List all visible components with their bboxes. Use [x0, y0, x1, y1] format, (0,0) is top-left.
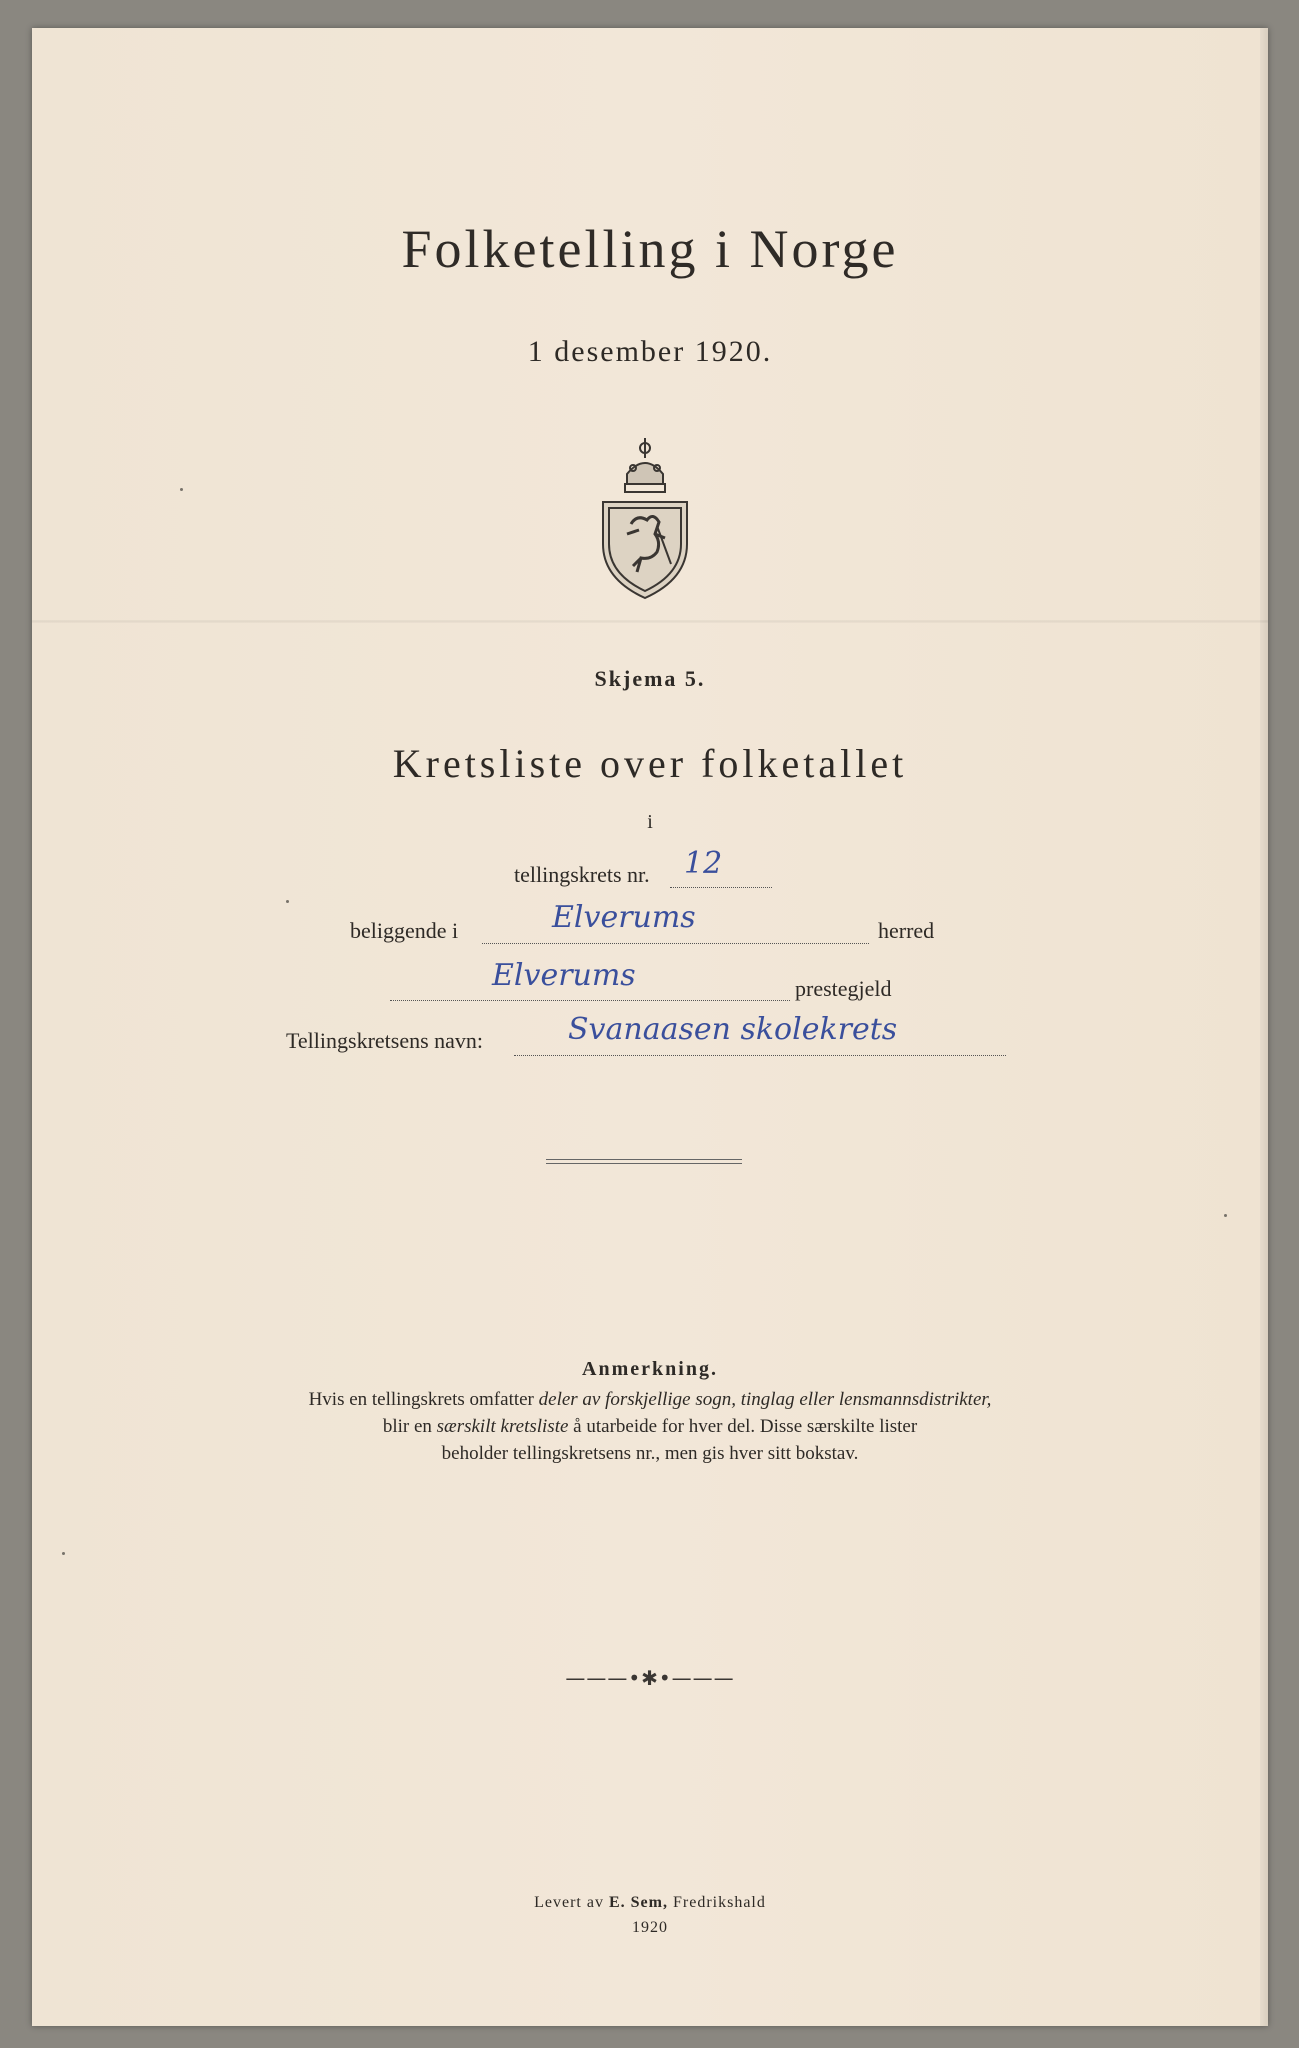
prestegjeld-label: prestegjeld: [795, 976, 892, 1001]
herred-value: Elverums: [552, 900, 696, 935]
paper-speck: [1224, 1214, 1227, 1217]
printer-place: Fredrikshald: [667, 1894, 766, 1911]
norway-coat-of-arms-icon: [597, 434, 693, 600]
note-line-1-text: Hvis en tellingskrets omfatter: [308, 1389, 539, 1410]
document-page: [32, 28, 1268, 2026]
section-divider: [546, 1159, 742, 1164]
note-line-1-emphasis: deler av forskjellige sogn, tinglag eller lensmannsdistrikter,: [538, 1389, 992, 1410]
paper-speck: [286, 900, 289, 903]
printer-prefix: Levert av: [534, 1894, 609, 1911]
navn-label: Tellingskretsens navn:: [286, 1028, 484, 1053]
note-line-2: [32, 1413, 1268, 1440]
note-line-3: beholder tellingskretsens nr., men gis hver sitt bokstav.: [441, 1443, 859, 1464]
navn-value: Svanaasen skolekrets: [568, 1012, 898, 1047]
schema-number: Skjema 5.: [594, 666, 706, 691]
note-body: [32, 1386, 1268, 1467]
printer-year: 1920: [632, 1919, 668, 1936]
printer-name: E. Sem,: [608, 1894, 668, 1911]
tellingskrets-label: tellingskrets nr.: [514, 862, 650, 887]
document-date: 1 desember 1920.: [527, 335, 773, 368]
preposition-text: i: [647, 811, 653, 833]
paper-speck: [180, 488, 183, 491]
note-heading: Anmerkning.: [582, 1358, 718, 1380]
page-edge: [1260, 28, 1268, 2026]
document-subtitle: Kretsliste over folketallet: [392, 741, 908, 786]
document-title: Folketelling i Norge: [401, 219, 899, 279]
note-line-2-text-b: å utarbeide for hver del. Disse særskilte lister: [568, 1416, 918, 1437]
ornament-divider: ———•✱•———: [565, 1666, 735, 1690]
printer-credit: [32, 1890, 1268, 1940]
printer-line: [32, 1890, 1268, 1915]
prestegjeld-value: Elverums: [492, 958, 636, 993]
herred-label: herred: [878, 918, 935, 943]
note-line-1: [32, 1386, 1268, 1413]
tellingskrets-value: 12: [684, 846, 723, 881]
paper-speck: [62, 1552, 65, 1555]
note-line-2-emphasis: særskilt kretsliste: [436, 1416, 569, 1437]
paper-fold: [32, 620, 1268, 623]
beliggende-label: beliggende i: [350, 918, 459, 943]
note-line-2-text-a: blir en: [382, 1416, 437, 1437]
